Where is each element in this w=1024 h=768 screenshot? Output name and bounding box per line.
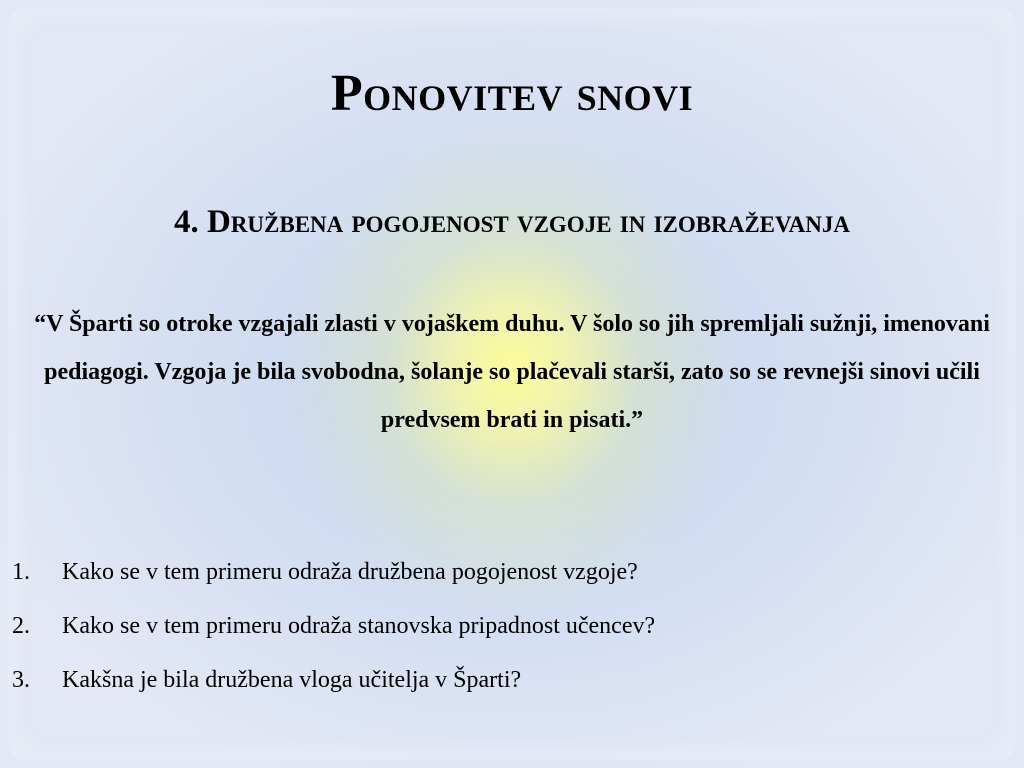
slide-title: Ponovitev snovi: [330, 65, 694, 122]
question-number: 2.: [12, 613, 30, 639]
question-number: 1.: [12, 559, 30, 585]
list-item: [0, 660, 1000, 714]
list-item: [0, 606, 1000, 660]
question-list: [0, 552, 1000, 714]
question-text: Kako se v tem primeru odraža družbena pogojenost vzgoje?: [62, 559, 638, 585]
list-item: [0, 552, 1000, 606]
slide-subtitle: 4. Družbena pogojenost vzgoje in izobraževanja: [173, 204, 851, 240]
question-number: 3.: [12, 667, 30, 693]
quote-text: “V Šparti so otroke vzgajali zlasti v vojaškem duhu. V šolo so jih spremljali sužnji, imenovani pediagogi. Vzgoja je bila svobodna, šolanje so plačevali starši, zato so se revnejši sinovi učili predvsem brati in pisati.”: [34, 311, 990, 433]
question-text: Kakšna je bila družbena vloga učitelja v Šparti?: [62, 667, 522, 693]
question-text: Kako se v tem primeru odraža stanovska pripadnost učencev?: [62, 613, 656, 639]
